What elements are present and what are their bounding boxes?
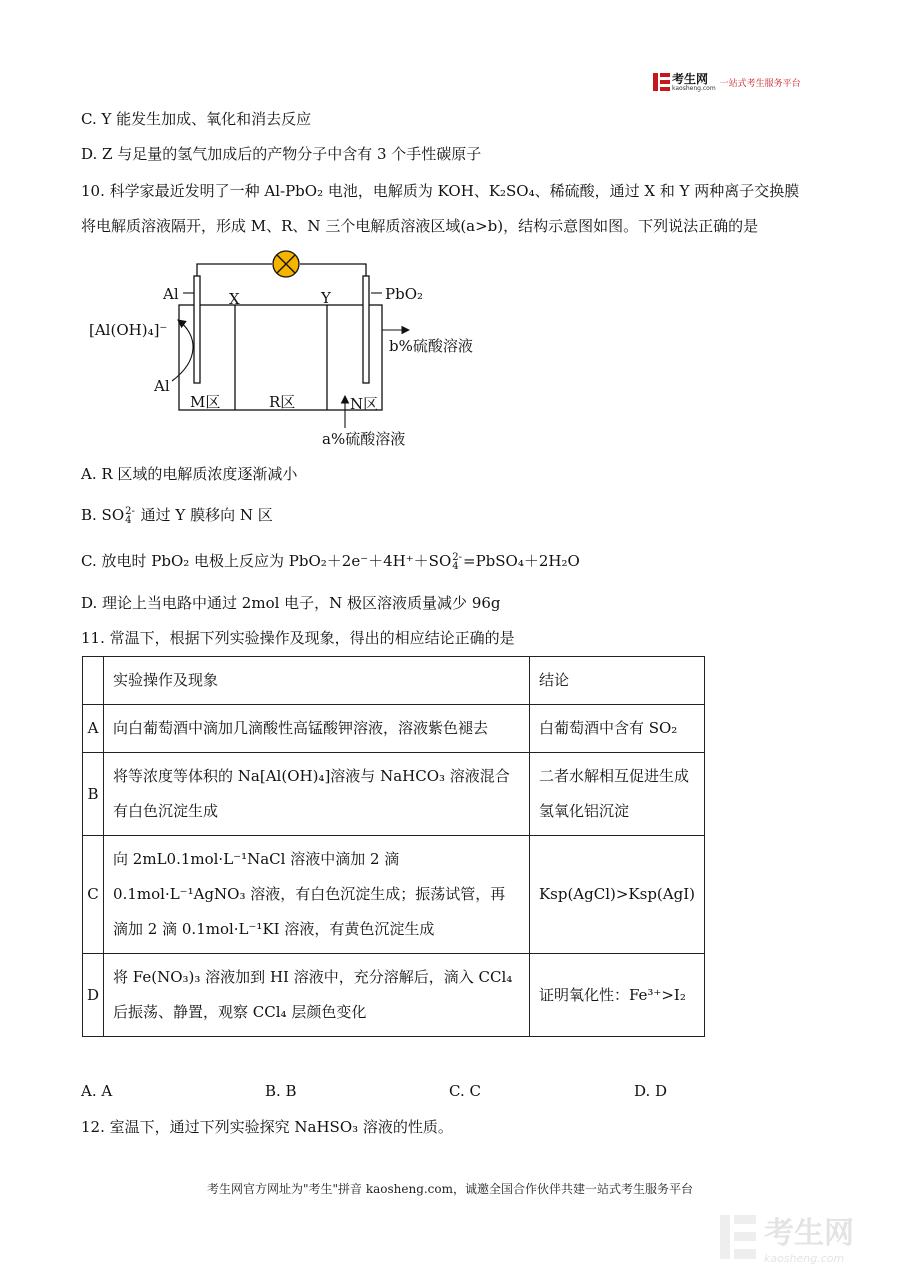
row-op: 将 Fe(NO₃)₃ 溶液加到 HI 溶液中，充分溶解后，滴入 CCl₄ 后振荡、静置，观察 CCl₄ 层颜色变化	[104, 954, 530, 1037]
table-header-op: 实验操作及现象	[104, 657, 530, 705]
circuit-wire-left	[197, 264, 272, 276]
row-conc: 二者水解相互促进生成氢氧化铝沉淀	[529, 753, 704, 836]
watermark-name: 考生网	[764, 1216, 854, 1251]
q12-stem: 12. 室温下，通过下列实验探究 NaHSO₃ 溶液的性质。	[81, 1118, 453, 1136]
q9-option-d: D. Z 与足量的氢气加成后的产物分子中含有 3 个手性碳原子	[81, 145, 482, 163]
watermark-logo-icon	[718, 1213, 758, 1261]
watermark-domain: kaosheng.com	[764, 1252, 845, 1265]
q10-option-c-prefix: C. 放电时 PbO₂ 电极上反应为 PbO₂＋2e⁻＋4H⁺＋SO	[81, 552, 452, 570]
sulfate-sub-c: 4	[452, 561, 459, 572]
label-aloh4: [Al(OH)₄]⁻	[89, 321, 168, 339]
label-al-bottom: Al	[154, 377, 170, 395]
logo-slogan: 一站式考生服务平台	[719, 78, 801, 89]
q11-choice-c: C. C	[449, 1082, 481, 1100]
pbo2-electrode	[363, 276, 369, 383]
row-op: 向 2mL0.1mol·L⁻¹NaCl 溶液中滴加 2 滴 0.1mol·L⁻¹AgNO₃ 溶液，有白色沉淀生成；振荡试管，再滴加 2 滴 0.1mol·L⁻¹KI 溶液，有黄色沉淀生成	[104, 836, 530, 954]
zone-m: M区	[190, 393, 221, 411]
watermark	[718, 1208, 854, 1265]
circuit-wire-right	[300, 264, 366, 276]
table-header-conc: 结论	[529, 657, 704, 705]
label-outlet: b%硫酸溶液	[389, 337, 473, 355]
row-label: C	[83, 836, 104, 954]
q10-stem-line2: 将电解质溶液隔开，形成 M、R、N 三个电解质溶液区域(a>b)，结构示意图如图。下列说法正确的是	[81, 217, 759, 235]
row-conc: Ksp(AgCl)>Ksp(AgI)	[529, 836, 704, 954]
label-x: X	[229, 290, 240, 308]
row-label: B	[83, 753, 104, 836]
table-row	[83, 705, 705, 753]
row-op: 将等浓度等体积的 Na[Al(OH)₄]溶液与 NaHCO₃ 溶液混合有白色沉淀生成	[104, 753, 530, 836]
q10-option-d: D. 理论上当电路中通过 2mol 电子，N 极区溶液质量减少 96g	[81, 594, 501, 612]
q10-option-b	[81, 505, 273, 525]
label-al-top: Al	[163, 285, 179, 303]
row-label: D	[83, 954, 104, 1037]
q10-option-c-suffix: =PbSO₄＋2H₂O	[463, 552, 580, 570]
zone-n: N区	[350, 395, 379, 413]
table-row	[83, 954, 705, 1037]
q10-option-b-prefix: B. SO	[81, 506, 125, 524]
page-footer: 考生网官方网址为"考生"拼音 kaosheng.com，诚邀全国合作伙伴共建一站式考生服务平台	[206, 1182, 694, 1196]
row-label: A	[83, 705, 104, 753]
battery-diagram	[0, 0, 900, 460]
table-row	[83, 753, 705, 836]
row-conc: 白葡萄酒中含有 SO₂	[529, 705, 704, 753]
table-header-row	[83, 657, 705, 705]
table-header-blank	[83, 657, 104, 705]
q11-choice-d: D. D	[634, 1082, 668, 1100]
q11-choice-b: B. B	[265, 1082, 297, 1100]
q11-stem: 11. 常温下，根据下列实验操作及现象，得出的相应结论正确的是	[81, 629, 515, 647]
al-electrode	[194, 276, 200, 383]
sulfate-sup-c: 2-	[452, 552, 462, 563]
row-conc: 证明氧化性：Fe³⁺>I₂	[529, 954, 704, 1037]
row-op: 向白葡萄酒中滴加几滴酸性高锰酸钾溶液，溶液紫色褪去	[104, 705, 530, 753]
q10-stem-line1: 10. 科学家最近发明了一种 Al-PbO₂ 电池，电解质为 KOH、K₂SO₄、稀硫酸，通过 X 和 Y 两种离子交换膜	[81, 182, 800, 200]
label-y: Y	[321, 289, 331, 307]
sulfate-scripts	[125, 507, 135, 525]
label-pbo2: PbO₂	[385, 285, 424, 303]
zone-r: R区	[269, 393, 296, 411]
q10-option-b-suffix: 通过 Y 膜移向 N 区	[135, 506, 273, 524]
q11-choice-a: A. A	[81, 1082, 113, 1100]
aloh4-arrow	[172, 320, 193, 381]
q10-option-a: A. R 区域的电解质浓度逐渐减小	[81, 465, 298, 483]
sulfate-scripts-c	[452, 553, 462, 571]
logo-name: 考生网	[672, 71, 709, 86]
sulfate-sup: 2-	[125, 506, 135, 517]
lamp-icon	[273, 251, 299, 277]
q10-option-c	[81, 551, 580, 571]
q9-option-c: C. Y 能发生加成、氧化和消去反应	[81, 110, 312, 128]
sulfate-sub: 4	[125, 515, 132, 526]
table-row	[83, 836, 705, 954]
logo-domain: kaosheng.com	[672, 84, 716, 92]
label-inlet: a%硫酸溶液	[322, 430, 406, 448]
q11-table	[82, 656, 705, 1037]
